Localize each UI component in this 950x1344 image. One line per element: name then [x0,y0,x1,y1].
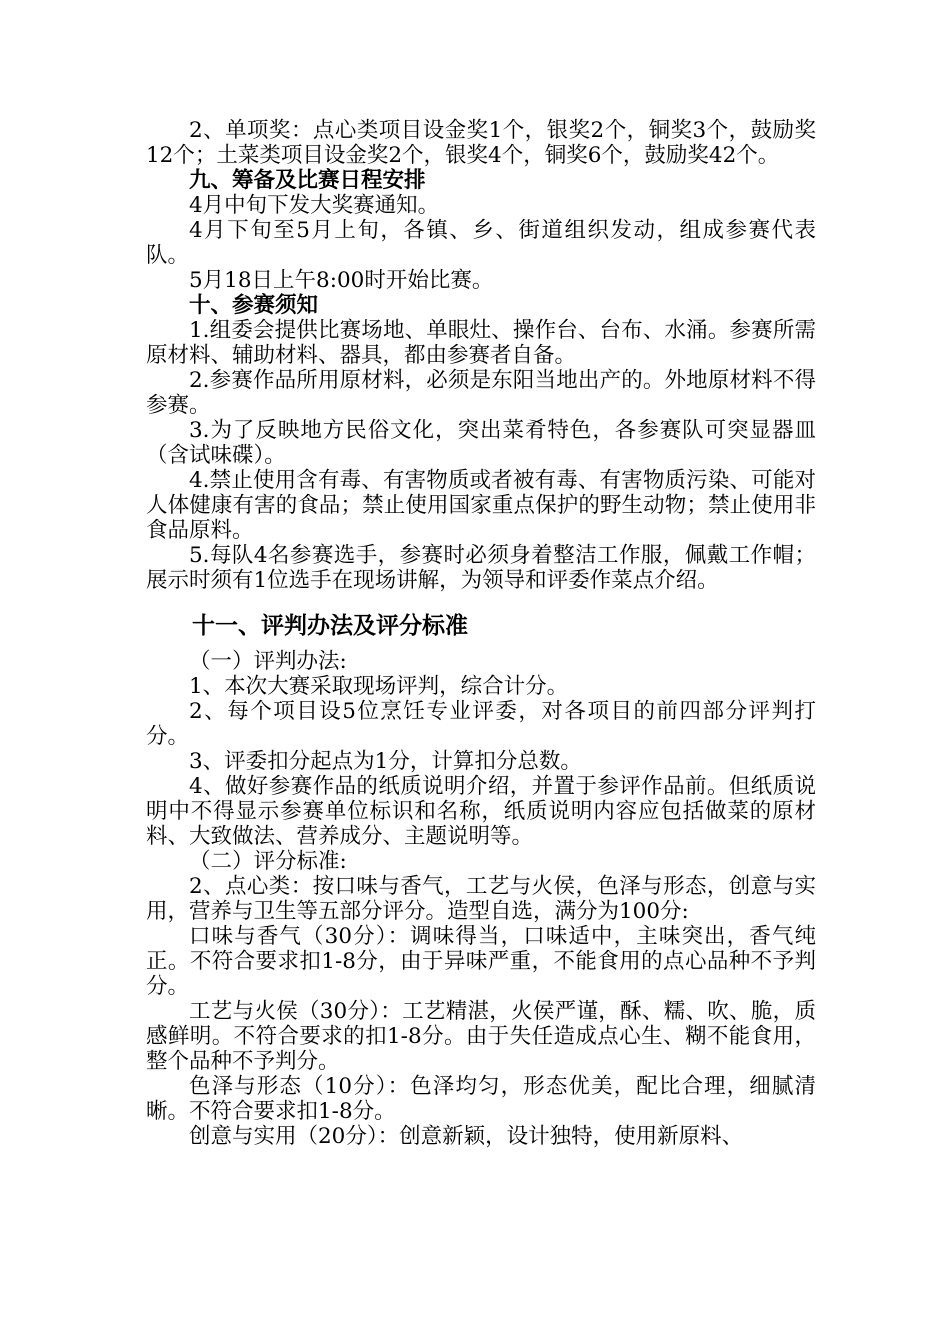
heading-judging: 十一、评判办法及评分标准 [192,612,468,639]
paragraph-judging-2: 2、每个项目设5位烹饪专业评委，对各项目的前四部分评判打分。 [146,699,816,749]
paragraph-judging-3: 3、评委扣分起点为1分，计算扣分总数。 [189,749,582,774]
paragraph-note-1: 1.组委会提供比赛场地、单眼灶、操作台、台布、水涌。参赛所需原材料、辅助材料、器具，都由参赛者自备。 [146,318,816,368]
paragraph-may-18: 5月18日上午8:00时开始比赛。 [189,268,494,293]
paragraph-note-5: 5.每队4名参赛选手，参赛时必须身着整洁工作服，佩戴工作帽；展示时须有1位选手在现场讲解，为领导和评委作菜点介绍。 [146,543,816,593]
paragraph-note-2: 2.参赛作品所用原材料，必须是东阳当地出产的。外地原材料不得参赛。 [146,368,816,418]
paragraph-april-late: 4月下旬至5月上旬，各镇、乡、街道组织发动，组成参赛代表队。 [146,218,816,268]
paragraph-creativity: 创意与实用（20分）：创意新颖，设计独特，使用新原料、 [189,1124,744,1149]
paragraph-single-awards: 2、单项奖：点心类项目设金奖1个，银奖2个，铜奖3个，鼓励奖12个；土菜类项目设金奖2个，银奖4个，铜奖6个，鼓励奖42个。 [146,118,816,168]
paragraph-scoring-title: （二）评分标准: [189,849,347,874]
paragraph-color-shape: 色泽与形态（10分）：色泽均匀，形态优美，配比合理，细腻清晰。不符合要求扣1-8分。 [146,1074,816,1124]
heading-entry-notes: 十、参赛须知 [189,293,319,318]
paragraph-judging-4: 4、做好参赛作品的纸质说明介绍，并置于参评作品前。但纸质说明中不得显示参赛单位标识和名称，纸质说明内容应包括做菜的原材料、大致做法、营养成分、主题说明等。 [146,774,816,849]
paragraph-craft-heat: 工艺与火侯（30分）：工艺精湛，火侯严谨，酥、糯、吹、脆，质感鲜明。不符合要求的扣1-8分。由于失任造成点心生、糊不能食用，整个品种不予判分。 [146,999,816,1074]
paragraph-taste-aroma: 口味与香气（30分）：调味得当，口味适中，主味突出，香气纯正。不符合要求扣1-8分，由于异味严重，不能食用的点心品种不予判分。 [146,924,816,999]
paragraph-scoring-pastry: 2、点心类：按口味与香气，工艺与火侯，色泽与形态，创意与实用，营养与卫生等五部分评分。造型自选，满分为100分: [146,874,816,924]
paragraph-note-4: 4.禁止使用含有毒、有害物质或者被有毒、有害物质污染、可能对人体健康有害的食品；禁止使用国家重点保护的野生动物；禁止使用非食品原料。 [146,468,816,543]
document-page [146,118,816,1149]
paragraph-judging-1: 1、本次大赛采取现场评判，综合计分。 [189,674,569,699]
heading-schedule: 九、筹备及比赛日程安排 [189,168,426,193]
paragraph-note-3: 3.为了反映地方民俗文化，突出菜肴特色，各参赛队可突显器皿（含试味碟）。 [146,418,816,468]
paragraph-judging-method-title: （一）评判办法: [189,649,347,674]
paragraph-april-mid: 4月中旬下发大奖赛通知。 [189,193,440,218]
